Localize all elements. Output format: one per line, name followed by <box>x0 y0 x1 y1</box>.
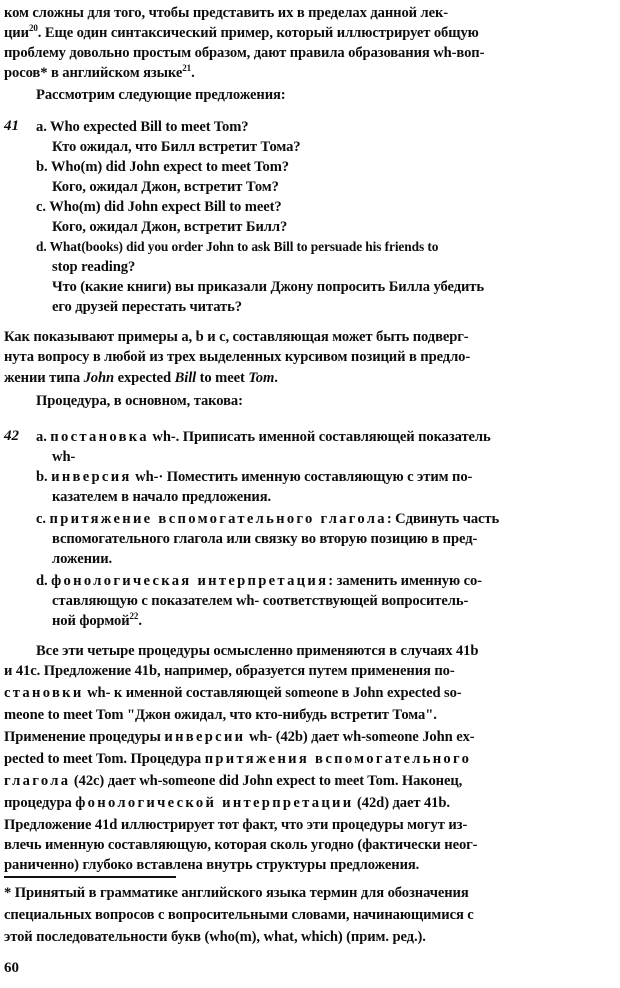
footnote-ref: 21 <box>182 63 192 74</box>
example-number: 41 <box>4 118 19 134</box>
footnote-line: * Принятый в грамматике английского языка термин для обозначения <box>4 885 469 901</box>
footnote-divider <box>4 876 176 878</box>
text-line: нута вопросу в любой из трех выделенных курсивом позиций в предло- <box>4 349 471 365</box>
example-number: 42 <box>4 428 19 444</box>
procedure-line: вспомогательного глагола или связку во вторую позицию в пред- <box>52 531 478 547</box>
text-line: Применение процедуры инверсии wh- (42b) дает wh-someone John ex- <box>4 729 475 745</box>
text-line: Как показывают примеры a, b и c, составляющая может быть подверг- <box>4 329 469 345</box>
text-line: глагола (42c) дает wh-someone did John expect to meet Tom. Наконец, <box>4 773 463 789</box>
text-line: meone to meet Tom "Джон ожидал, что кто-нибудь встретит Тома". <box>4 707 437 723</box>
procedure-line: c. притяжение вспомогательного глагола: Сдвинуть часть <box>36 511 500 527</box>
text-line: росов* в английском языке$^{21}$. <box>4 63 195 81</box>
example-line: его друзей перестать читать? <box>52 299 242 315</box>
text-line: становки wh- к именной составляющей someone в John expected so- <box>4 685 462 701</box>
example-line: Кого, ожидал Джон, встретит Билл? <box>52 219 288 235</box>
procedure-line: a. постановка wh-. Приписать именной составляющей показатель <box>36 429 491 445</box>
text-line: влечь именную составляющую, которая сколь угодно (фактически неог- <box>4 837 478 853</box>
procedure-line: d. фонологическая интерпретация: заменить именную со- <box>36 573 482 589</box>
footnote-ref: 20 <box>28 23 38 34</box>
footnote-line: этой последовательности букв (who(m), what, which) (прим. ред.). <box>4 929 426 945</box>
footnote-ref: 22 <box>129 611 139 622</box>
footnote-line: специальных вопросов с вопросительными словами, начинающимися с <box>4 907 474 923</box>
example-line: stop reading? <box>52 259 136 275</box>
procedure-line: ной формой$^{22}$. <box>52 611 142 629</box>
text-line: ции$^{20}$. Еще один синтаксический пример, который иллюстрирует общую <box>4 23 479 41</box>
text-line: проблему довольно простым образом, дают правила образования wh-воп- <box>4 45 485 61</box>
procedure-line: b. инверсия wh-· Поместить именную составляющую с этим по- <box>36 469 473 485</box>
procedure-line: ложении. <box>52 551 113 567</box>
text-line: процедура фонологической интерпретации (42d) дает 41b. <box>4 795 450 811</box>
text-line: pected to meet Tom. Процедура притяжения вспомогательного <box>4 751 472 767</box>
text-line: раниченно) глубоко вставлена внутрь структуры предложения. <box>4 857 420 873</box>
text-line: Рассмотрим следующие предложения: <box>36 87 286 103</box>
example-line: b. Who(m) did John expect to meet Tom? <box>36 159 289 175</box>
example-line: Кто ожидал, что Билл встретит Тома? <box>52 139 301 155</box>
text-line: жении типа John expected Bill to meet Tom. <box>4 370 278 386</box>
text-line: Все эти четыре процедуры осмысленно применяются в случаях 41b <box>36 643 479 659</box>
procedure-line: ставляющую с показателем wh- соответствующей вопроситель- <box>52 593 469 609</box>
page-number: 60 <box>4 960 19 976</box>
procedure-line: wh- <box>52 449 76 465</box>
example-line: Что (какие книги) вы приказали Джону попросить Билла убедить <box>52 279 484 295</box>
example-line: a. Who expected Bill to meet Tom? <box>36 119 249 135</box>
example-line: c. Who(m) did John expect Bill to meet? <box>36 199 282 215</box>
example-line: Кого, ожидал Джон, встретит Том? <box>52 179 279 195</box>
procedure-line: казателем в начало предложения. <box>52 489 272 505</box>
example-line: d. What(books) did you order John to ask Bill to persuade his friends to <box>36 239 439 254</box>
text-line: ком сложны для того, чтобы представить их в пределах данной лек- <box>4 5 449 21</box>
text-line: Предложение 41d иллюстрирует тот факт, что эти процедуры могут из- <box>4 817 468 833</box>
text-line: и 41c. Предложение 41b, например, образуется путем применения по- <box>4 663 455 679</box>
text-line: Процедура, в основном, такова: <box>36 393 243 409</box>
